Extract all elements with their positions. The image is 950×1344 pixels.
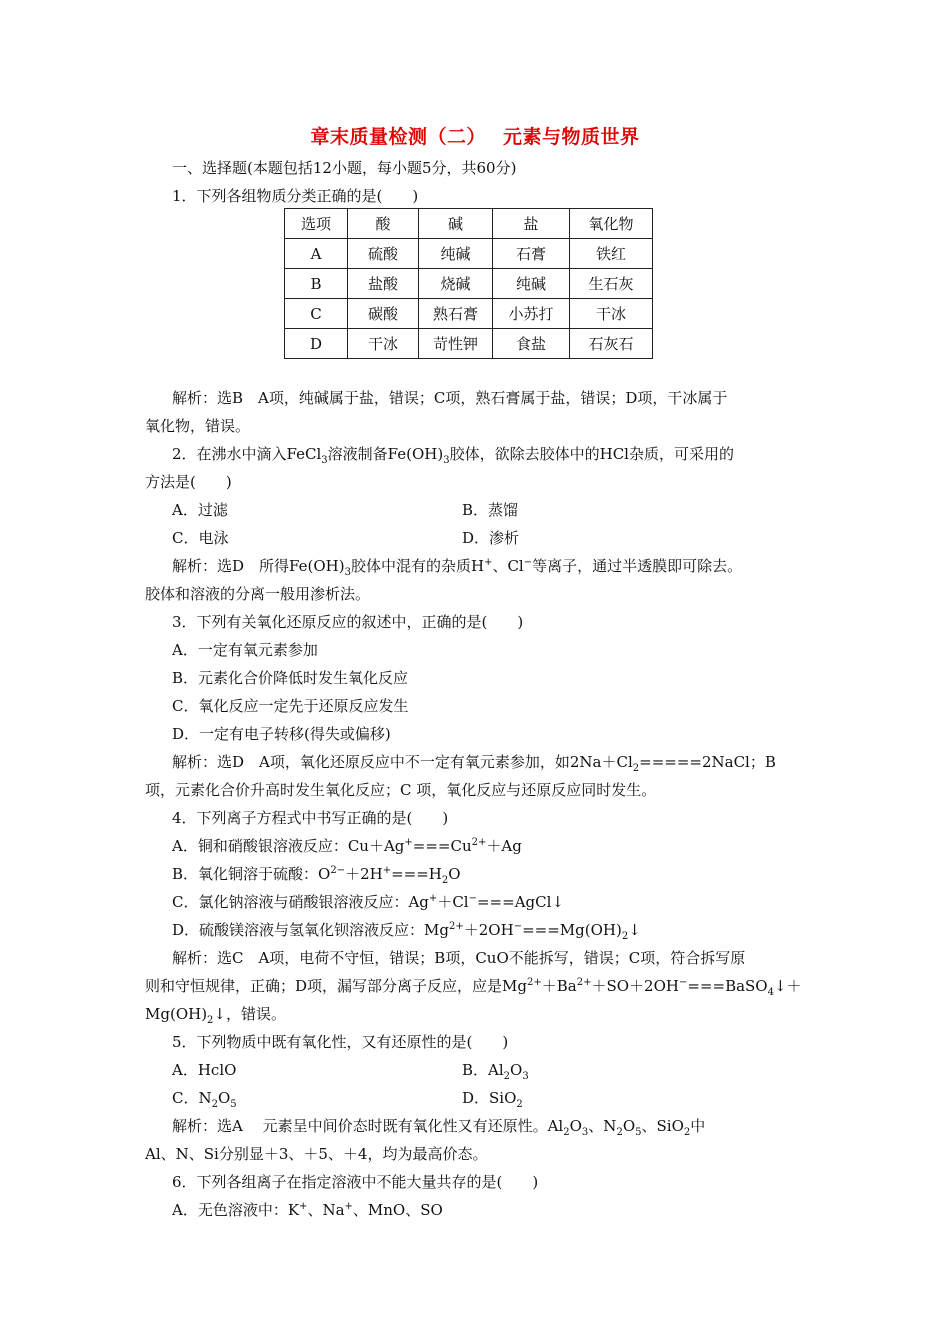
page-title: 章末质量检测（二） 元素与物质世界 xyxy=(310,126,640,148)
table-row xyxy=(285,329,653,359)
table-cell: 干冰 xyxy=(570,299,653,329)
q4-option-c: C．氯化钠溶液与硝酸银溶液反应：Ag+＋Cl−===AgCl↓ xyxy=(172,893,564,911)
q5-analysis-cont: Al、N、Si分别显＋3、＋5、＋4，均为最高价态。 xyxy=(145,1145,488,1163)
q5-analysis: 解析：选A 元素呈中间价态时既有氧化性又有还原性。$Al_2O_3$、$N_2O_5$、SiO$_2$中 xyxy=(172,1117,706,1138)
q4-stem: 4．下列离子方程式中书写正确的是( ) xyxy=(172,809,449,827)
table-cell: 烧碱 xyxy=(419,269,493,299)
table-cell: 纯碱 xyxy=(493,269,570,299)
table-cell: 生石灰 xyxy=(570,269,653,299)
q1-analysis: 解析：选B A项，纯碱属于盐，错误；C项，熟石膏属于盐，错误；D项，干冰属于 xyxy=(172,389,728,407)
table-cell: 干冰 xyxy=(348,329,419,359)
q3-option-a: A．一定有氧元素参加 xyxy=(172,641,318,659)
q5-option-b: B．$Al_2O_3$ xyxy=(462,1061,529,1082)
q4-analysis: 解析：选C A项，电荷不守恒，错误；B项，CuO不能拆写，错误；C项，符合拆写原 xyxy=(172,949,746,967)
q3-option-c: C．氧化反应一定先于还原反应发生 xyxy=(172,697,409,715)
table-cell: 小苏打 xyxy=(493,299,570,329)
q2-option-c: C．电泳 xyxy=(172,529,229,547)
table-cell: A xyxy=(285,239,348,269)
table-header-cell: 氧化物 xyxy=(570,209,653,239)
q6-option-a: A．无色溶液中：K+、Na+、MnO、SO xyxy=(172,1201,443,1219)
table-cell: 硫酸 xyxy=(348,239,419,269)
classification-table xyxy=(284,208,653,359)
q2-analysis: 解析：选D 所得$Fe(OH)_3$胶体中混有的杂质H+、Cl−等离子，通过半透膜即可除去。 xyxy=(172,557,743,578)
q1-analysis-cont: 氧化物，错误。 xyxy=(145,417,251,435)
section-heading: 一、选择题(本题包括12小题，每小题5分，共60分) xyxy=(172,159,517,177)
q4-analysis-end: $Mg(OH)_2↓$，错误。 xyxy=(145,1005,286,1026)
table-cell: B xyxy=(285,269,348,299)
q2-option-d: D．渗析 xyxy=(462,529,520,547)
q4-analysis-cont: 则和守恒规律，正确；D项，漏写部分离子反应，应是$Mg^{2+}+Ba^{2+}+SO+2OH^-===BaSO_4↓+$ xyxy=(145,977,802,998)
table-header-cell: 酸 xyxy=(348,209,419,239)
table-cell: 食盐 xyxy=(493,329,570,359)
q5-stem: 5．下列物质中既有氧化性，又有还原性的是( ) xyxy=(172,1033,509,1051)
q4-option-a: A．铜和硝酸银溶液反应：$Cu+Ag^+===Cu^{2+}+Ag$ xyxy=(172,837,522,855)
table-cell: 铁红 xyxy=(570,239,653,269)
q4-option-b: B．氧化铜溶于硫酸：$O^{2-}+2H^+===H_2O$ xyxy=(172,865,461,886)
table-cell: 石膏 xyxy=(493,239,570,269)
table-row xyxy=(285,299,653,329)
table-cell: D xyxy=(285,329,348,359)
q5-option-a: A．HclO xyxy=(172,1061,237,1079)
q3-analysis: 解析：选D A项，氧化还原反应中不一定有氧元素参加，如$2Na+Cl_2=====2NaCl$；B xyxy=(172,753,776,774)
table-cell: 碳酸 xyxy=(348,299,419,329)
table-header-cell: 盐 xyxy=(493,209,570,239)
table-cell: 苛性钾 xyxy=(419,329,493,359)
table-row xyxy=(285,269,653,299)
table-cell: 纯碱 xyxy=(419,239,493,269)
q3-option-d: D．一定有电子转移(得失或偏移) xyxy=(172,725,391,743)
q2-stem-cont: 方法是( ) xyxy=(145,473,232,491)
q2-option-a: A．过滤 xyxy=(172,501,228,519)
table-cell: 盐酸 xyxy=(348,269,419,299)
table-header-row xyxy=(285,209,653,239)
table-header-cell: 碱 xyxy=(419,209,493,239)
q6-stem: 6．下列各组离子在指定溶液中不能大量共存的是( ) xyxy=(172,1173,539,1191)
table-cell: 熟石膏 xyxy=(419,299,493,329)
q3-option-b: B．元素化合价降低时发生氧化反应 xyxy=(172,669,409,687)
q2-stem: 2．在沸水中滴入FeCl$_3$溶液制备$Fe(OH)_3$胶体，欲除去胶体中的HCl杂质，可采用的 xyxy=(172,445,734,466)
q5-option-c: C．$N_2O_5$ xyxy=(172,1089,237,1110)
q3-analysis-cont: 项，元素化合价升高时发生氧化反应；C 项，氧化反应与还原反应同时发生。 xyxy=(145,781,657,799)
table-header-cell: 选项 xyxy=(285,209,348,239)
q4-option-d: D．硫酸镁溶液与氢氧化钡溶液反应：$Mg^{2+}+2OH^-===Mg(OH)_2↓$ xyxy=(172,921,641,942)
q2-analysis-cont: 胶体和溶液的分离一般用渗析法。 xyxy=(145,585,371,603)
table-cell: C xyxy=(285,299,348,329)
table-row xyxy=(285,239,653,269)
q3-stem: 3．下列有关氧化还原反应的叙述中，正确的是( ) xyxy=(172,613,524,631)
table-cell: 石灰石 xyxy=(570,329,653,359)
q5-option-d: D．SiO$_2$ xyxy=(462,1089,523,1110)
q1-stem: 1．下列各组物质分类正确的是( ) xyxy=(172,187,419,205)
q2-option-b: B．蒸馏 xyxy=(462,501,519,519)
